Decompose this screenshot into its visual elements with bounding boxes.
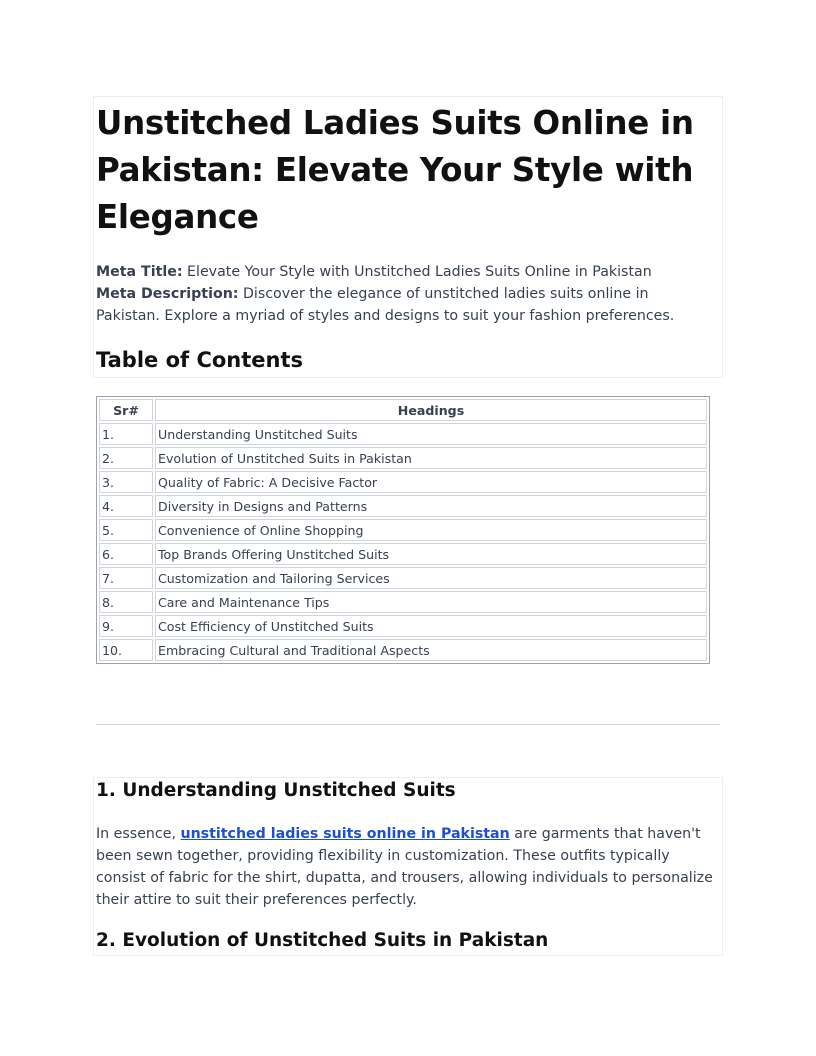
horizontal-divider [96, 724, 720, 725]
toc-heading-cell: Cost Efficiency of Unstitched Suits [155, 615, 707, 637]
page-title-line: Unstitched Ladies Suits Online in [96, 104, 694, 142]
toc-heading-cell: Customization and Tailoring Services [155, 567, 707, 589]
page-title [96, 100, 711, 241]
table-row [99, 615, 707, 637]
table-row [99, 471, 707, 493]
table-row [99, 495, 707, 517]
toc-sr: 4. [99, 495, 153, 517]
meta-title-label: Meta Title: [96, 264, 183, 280]
section-2-heading: 2. Evolution of Unstitched Suits in Pakistan [96, 930, 549, 951]
toc-heading-cell: Top Brands Offering Unstitched Suits [155, 543, 707, 565]
toc-sr: 8. [99, 591, 153, 613]
toc-heading-cell: Quality of Fabric: A Decisive Factor [155, 471, 707, 493]
meta-description-value: Discover the elegance of unstitched ladies suits online in Pakistan. Explore a myriad of styles and designs to suit your fashion preferences. [96, 286, 675, 324]
section-1-heading: 1. Understanding Unstitched Suits [96, 780, 456, 801]
toc-sr: 2. [99, 447, 153, 469]
toc-sr: 1. [99, 423, 153, 445]
toc-heading-cell: Diversity in Designs and Patterns [155, 495, 707, 517]
table-row [99, 639, 707, 661]
toc-sr: 3. [99, 471, 153, 493]
section-1-intro: In essence, [96, 826, 181, 842]
page-title-line: Elegance [96, 198, 259, 236]
meta-description-label: Meta Description: [96, 286, 239, 302]
toc-heading-cell: Understanding Unstitched Suits [155, 423, 707, 445]
toc-sr: 7. [99, 567, 153, 589]
product-link[interactable]: unstitched ladies suits online in Pakistan [180, 826, 510, 842]
table-row [99, 447, 707, 469]
table-row [99, 519, 707, 541]
toc-heading-cell: Embracing Cultural and Traditional Aspects [155, 639, 707, 661]
page-title-line: Pakistan: Elevate Your Style with [96, 151, 694, 189]
toc-heading-cell: Convenience of Online Shopping [155, 519, 707, 541]
table-row [99, 591, 707, 613]
meta-block [96, 261, 716, 327]
toc-sr: 6. [99, 543, 153, 565]
toc-sr: 5. [99, 519, 153, 541]
toc-col-sr: Sr# [99, 399, 153, 421]
section-1-paragraph [96, 823, 716, 911]
toc-sr: 10. [99, 639, 153, 661]
toc-sr: 9. [99, 615, 153, 637]
toc-col-headings: Headings [155, 399, 707, 421]
table-row [99, 567, 707, 589]
toc-table [96, 396, 710, 664]
toc-heading-cell: Care and Maintenance Tips [155, 591, 707, 613]
table-row [99, 543, 707, 565]
table-row [99, 423, 707, 445]
toc-heading-cell: Evolution of Unstitched Suits in Pakistan [155, 447, 707, 469]
toc-heading: Table of Contents [96, 348, 304, 372]
toc-header-row [99, 399, 707, 421]
section-1-body: are garments that haven't been sewn together, providing flexibility in customization. These outfits typically consist of fabric for the shirt, dupatta, and trousers, allowing individuals to personalize their attire to suit their preferences perfectly. [96, 826, 713, 908]
meta-title-value: Elevate Your Style with Unstitched Ladies Suits Online in Pakistan [187, 264, 652, 280]
